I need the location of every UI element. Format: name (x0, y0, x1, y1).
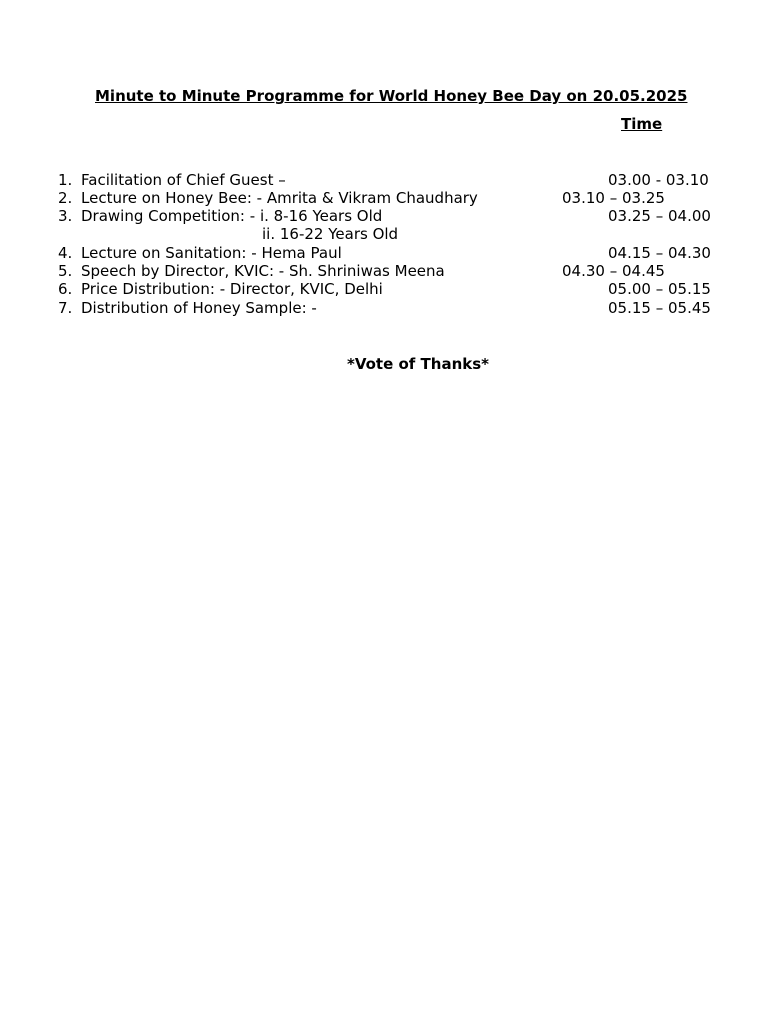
item-number: 1. (58, 171, 73, 189)
item-label: Distribution of Honey Sample: - (81, 299, 317, 317)
item-label: Lecture on Sanitation: - Hema Paul (81, 244, 342, 262)
item-time: 04.30 – 04.45 (562, 262, 665, 280)
programme-item-3-sub (0, 225, 768, 244)
programme-item-2 (0, 189, 768, 208)
item-time: 03.00 - 03.10 (608, 171, 709, 189)
item-number: 6. (58, 280, 73, 298)
item-number: 5. (58, 262, 73, 280)
item-time: 03.10 – 03.25 (562, 189, 665, 207)
programme-item-1 (0, 171, 768, 190)
item-number: 7. (58, 299, 73, 317)
programme-item-7 (0, 299, 768, 318)
item-label: Speech by Director, KVIC: - Sh. Shriniwas Meena (81, 262, 445, 280)
item-time: 05.15 – 05.45 (608, 299, 711, 317)
item-time: 03.25 – 04.00 (608, 207, 711, 225)
item-time: 04.15 – 04.30 (608, 244, 711, 262)
programme-item-6 (0, 280, 768, 299)
item-label: Facilitation of Chief Guest – (81, 171, 286, 189)
item-sub-label: ii. 16-22 Years Old (262, 225, 399, 243)
vote-of-thanks: *Vote of Thanks* (346, 355, 490, 373)
programme-item-3 (0, 207, 768, 226)
programme-item-5 (0, 262, 768, 281)
document-title: Minute to Minute Programme for World Honey Bee Day on 20.05.2025 (95, 87, 688, 105)
time-column-header: Time (621, 115, 663, 133)
item-label: Drawing Competition: - i. 8-16 Years Old (81, 207, 383, 225)
item-label: Lecture on Honey Bee: - Amrita & Vikram Chaudhary (81, 189, 478, 207)
item-time: 05.00 – 05.15 (608, 280, 711, 298)
item-label: Price Distribution: - Director, KVIC, Delhi (81, 280, 383, 298)
programme-item-4 (0, 244, 768, 263)
item-number: 3. (58, 207, 73, 225)
item-number: 4. (58, 244, 73, 262)
item-number: 2. (58, 189, 73, 207)
